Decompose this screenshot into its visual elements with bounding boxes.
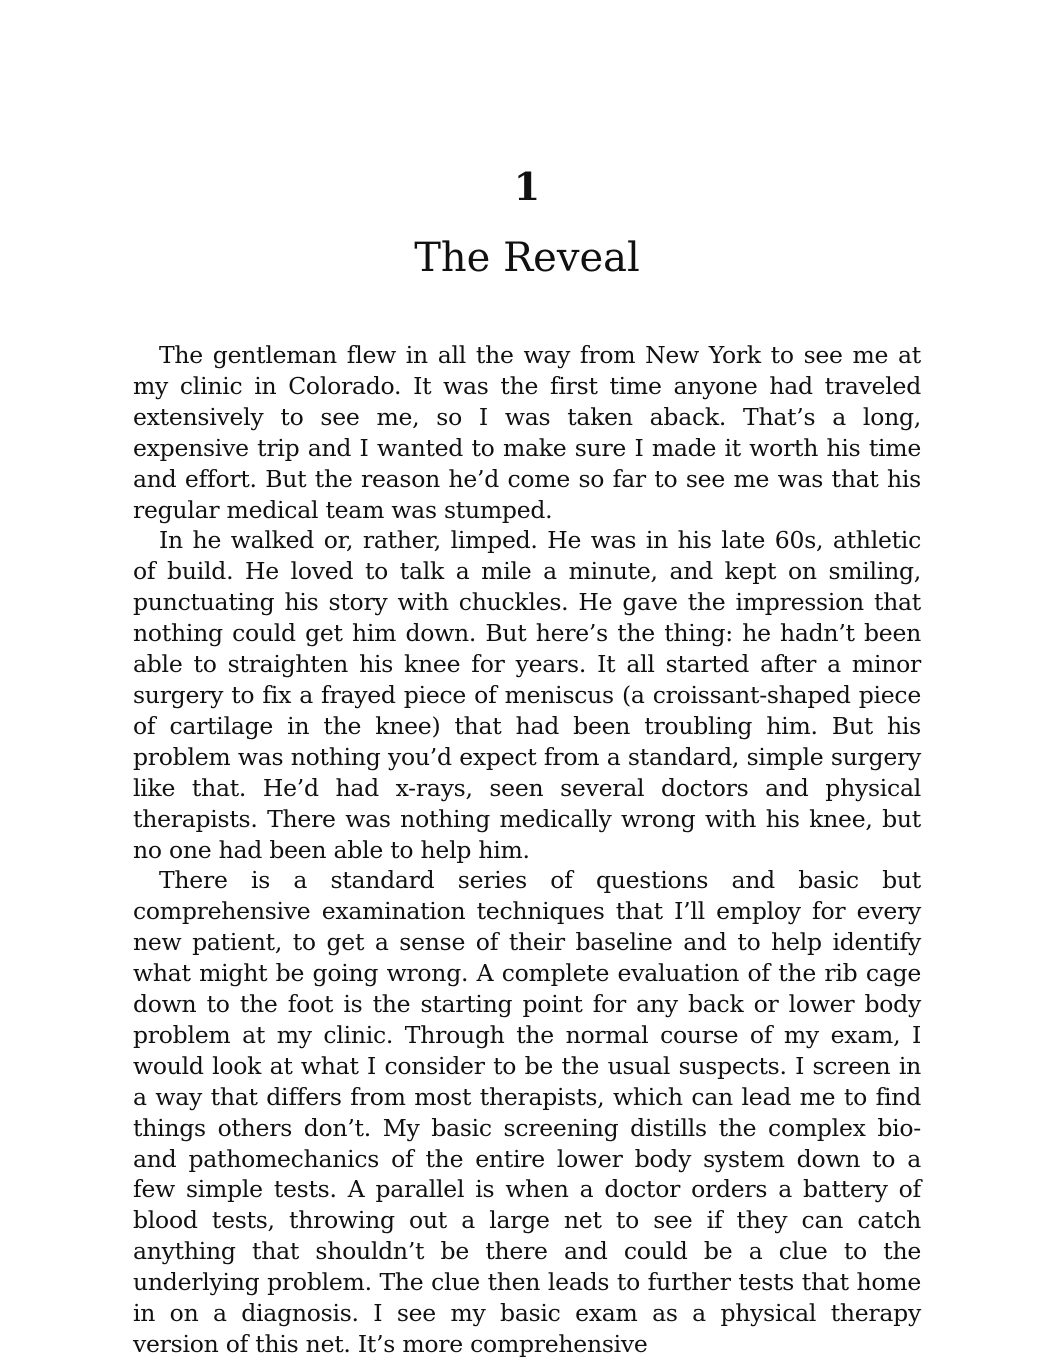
paragraph: The gentleman flew in all the way from New York to see me at my clinic in Colorado. It was the first time anyone had traveled extensively to see me, so I was taken aback. That’s a long, expensive trip and I wanted to make sure I made it worth his time and effort. But the reason he’d come so far to see me was that his regular medical team was stumped. [133, 341, 921, 524]
chapter-body [133, 340, 921, 1360]
chapter-number: 1 [513, 164, 541, 209]
book-page [133, 0, 921, 1362]
paragraph: In he walked or, rather, limped. He was in his late 60s, athletic of build. He loved to talk a mile a minute, and kept on smiling, punctuating his story with chuckles. He gave the impression that nothing could get him down. But here’s the thing: he hadn’t been able to straighten his knee for years. It all started after a minor surgery to fix a frayed piece of meniscus (a croissant-shaped piece of cartilage in the knee) that had been troubling him. But his problem was nothing you’d expect from a standard, simple surgery like that. He’d had x-rays, seen several doctors and physical therapists. There was nothing medically wrong with his knee, but no one had been able to help him. [133, 526, 921, 864]
chapter-title: The Reveal [414, 235, 640, 281]
paragraph: There is a standard series of questions and basic but comprehensive examination techniques that I’ll employ for every new patient, to get a sense of their baseline and to help identify what might be going wrong. A complete evaluation of the rib cage down to the foot is the starting point for any back or lower body problem at my clinic. Through the normal course of my exam, I would look at what I consider to be the usual suspects. I screen in a way that differs from most therapists, which can lead me to find things others don’t. My basic screening distills the complex bio- and pathomechanics of the entire lower body system down to a few simple tests. A parallel is when a doctor orders a battery of blood tests, throwing out a large net to see if they can catch anything that shouldn’t be there and could be a clue to the underlying problem. The clue then leads to further tests that home in on a diagnosis. I see my basic exam as a physical therapy version of this net. It’s more comprehensive [133, 866, 921, 1358]
